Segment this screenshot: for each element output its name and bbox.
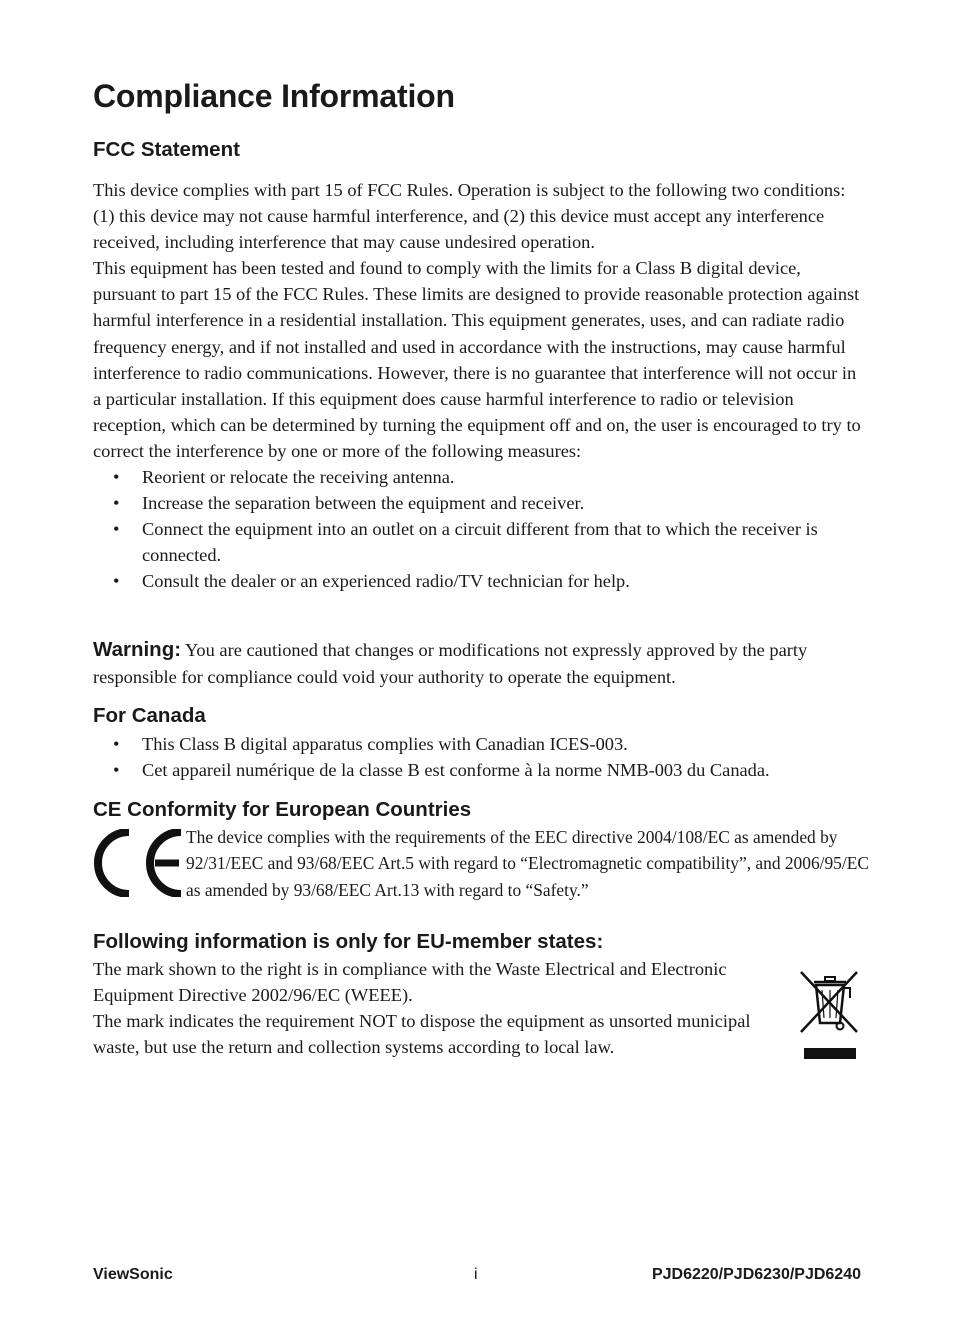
- list-item: • Increase the separation between the equipment and receiver.: [93, 490, 863, 516]
- footer-models: PJD6220/PJD6230/PJD6240: [651, 1266, 861, 1283]
- canada-body: [93, 731, 863, 783]
- footer-brand: ViewSonic: [93, 1266, 173, 1283]
- page-title: Compliance Information: [93, 78, 455, 114]
- fcc-body: [93, 177, 863, 595]
- eu-body: [93, 956, 798, 1060]
- bullet: •: [113, 493, 120, 514]
- list-item: • Consult the dealer or an experienced radio/TV technician for help.: [93, 568, 863, 594]
- crossed-out-wheelie-bin-icon: [796, 968, 860, 1062]
- footer-page-number: i: [474, 1266, 478, 1283]
- bullet: •: [113, 760, 120, 781]
- ce-heading: CE Conformity for European Countries: [93, 798, 472, 821]
- fcc-paragraph-1: This device complies with part 15 of FCC Rules. Operation is subject to the following two conditions: (1) this device may not cause harmful interference, and (2) this device must accept any interference received, including interference that may cause undesired operation.: [93, 180, 846, 253]
- bullet: •: [113, 571, 120, 592]
- list-item: • This Class B digital apparatus complies with Canadian ICES-003.: [93, 731, 863, 757]
- eu-paragraph-1: The mark shown to the right is in compliance with the Waste Electrical and Electronic Equipment Directive 2002/96/EC (WEEE).: [93, 959, 727, 1006]
- warning-block: [93, 636, 863, 691]
- warning-label: Warning:: [93, 638, 182, 661]
- warning-text: You are cautioned that changes or modifications not expressly approved by the party responsible for compliance could void your authority to operate the equipment.: [93, 640, 808, 687]
- ce-text: The device complies with the requirements of the EEC directive 2004/108/EC as amended by 92/31/EEC and 93/68/EEC Art.5 with regard to “Electromagnetic compatibility”, and 2006/95/EC as amended by 93/68/EEC Art.13 with regard to “Safety.”: [186, 827, 869, 900]
- fcc-paragraph-2: This equipment has been tested and found to comply with the limits for a Class B digital device, pursuant to part 15 of the FCC Rules. These limits are designed to provide reasonable protection against harmful interference in a residential installation. This equipment generates, uses, and can radiate radio frequency energy, and if not installed and used in accordance with the instructions, may cause harmful interference to radio communications. However, there is no guarantee that interference will not occur in a particular installation. If this equipment does cause harmful interference to radio or television reception, which can be determined by turning the equipment off and on, the user is encouraged to try to correct the interference by one or more of the following measures:: [93, 258, 861, 461]
- bullet: •: [113, 467, 120, 488]
- list-item: • Reorient or relocate the receiving antenna.: [93, 464, 863, 490]
- list-item: • Connect the equipment into an outlet on a circuit different from that to which the receiver is connected.: [93, 516, 863, 568]
- ce-mark-icon: [93, 829, 183, 897]
- fcc-heading: FCC Statement: [93, 138, 240, 161]
- eu-paragraph-2: The mark indicates the requirement NOT to dispose the equipment as unsorted municipal waste, but use the return and collection systems according to local law.: [93, 1011, 751, 1058]
- bullet: •: [113, 519, 120, 540]
- canada-list: [93, 731, 863, 783]
- fcc-measures-list: [93, 464, 863, 594]
- bullet: •: [113, 734, 120, 754]
- canada-heading: For Canada: [93, 704, 206, 727]
- list-item: • Cet appareil numérique de la classe B est conforme à la norme NMB-003 du Canada.: [93, 757, 863, 783]
- eu-heading: Following information is only for EU-member states:: [93, 930, 604, 953]
